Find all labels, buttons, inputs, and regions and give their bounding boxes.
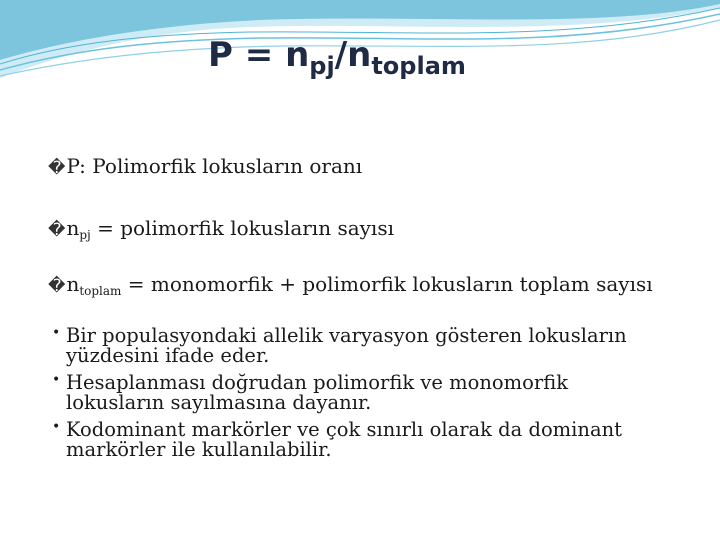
definition-var: n bbox=[66, 216, 80, 240]
title-sub-pj: pj bbox=[309, 52, 335, 80]
bullet-line: yüzdesini ifade eder. bbox=[66, 343, 270, 367]
slide-title bbox=[208, 35, 466, 80]
title-sub-toplam: toplam bbox=[371, 52, 466, 80]
title-lead: P = n bbox=[208, 35, 310, 75]
bullet-line: Kodominant markörler ve çok sınırlı olarak da dominant bbox=[66, 418, 622, 441]
definition-text: P: Polimorfik lokusların oranı bbox=[66, 154, 363, 178]
definition-ntoplam bbox=[48, 272, 653, 298]
definition-text: = monomorfik + polimorfik lokusların toplam sayısı bbox=[121, 272, 653, 296]
bullet-list bbox=[52, 326, 702, 467]
missing-glyph-icon: � bbox=[48, 158, 66, 178]
definition-text: = polimorfik lokusların sayısı bbox=[90, 216, 394, 240]
bullet-line: Bir populasyondaki allelik varyasyon gösteren lokusların bbox=[66, 324, 627, 347]
bullet-marker: • bbox=[52, 325, 61, 341]
list-item bbox=[52, 420, 702, 459]
bullet-line: markörler ile kullanılabilir. bbox=[66, 437, 332, 461]
bullet-marker: • bbox=[52, 419, 61, 435]
list-item bbox=[52, 326, 702, 365]
missing-glyph-icon: � bbox=[48, 276, 66, 296]
bullet-marker: • bbox=[52, 372, 61, 388]
list-item bbox=[52, 373, 702, 412]
bullet-line: Hesaplanması doğrudan polimorfik ve monomorfik bbox=[66, 371, 569, 394]
definition-sub: toplam bbox=[79, 284, 122, 298]
definition-sub: pj bbox=[79, 228, 91, 242]
title-mid: /n bbox=[334, 35, 372, 75]
definition-npj bbox=[48, 216, 394, 242]
missing-glyph-icon: � bbox=[48, 220, 66, 240]
bullet-line: lokusların sayılmasına dayanır. bbox=[66, 390, 372, 414]
definition-var: n bbox=[66, 272, 80, 296]
definition-p bbox=[48, 154, 362, 178]
